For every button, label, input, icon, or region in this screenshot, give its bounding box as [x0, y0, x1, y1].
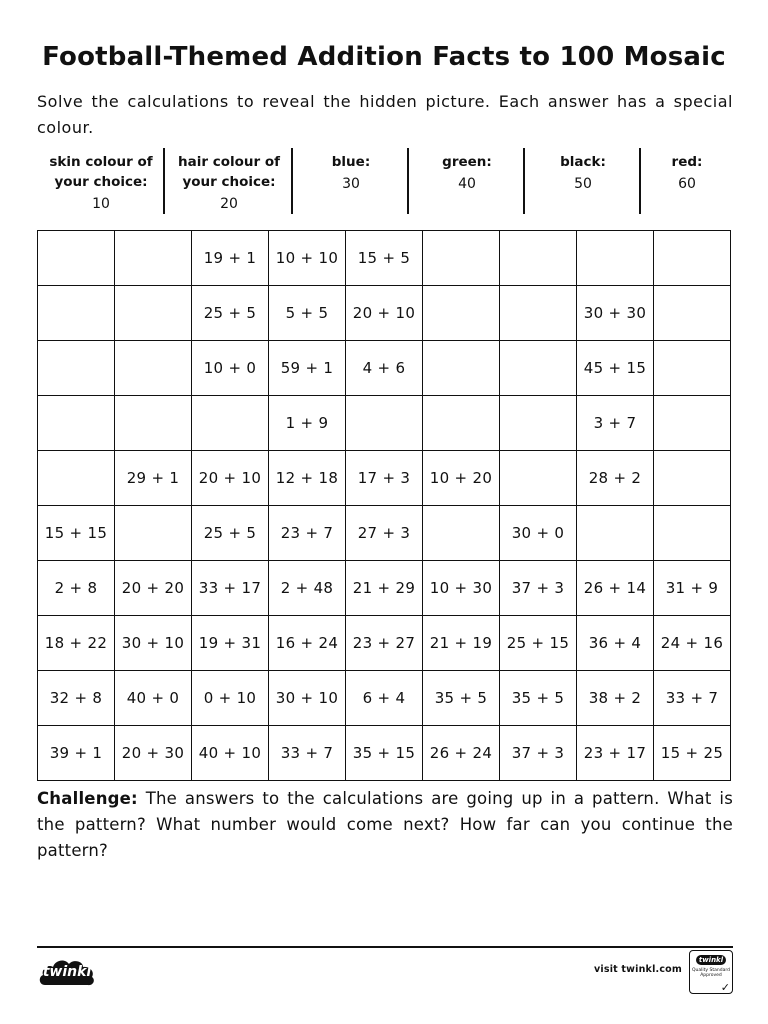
key-label: skin colour of your choice:	[49, 154, 153, 190]
grid-cell: 26 + 24	[423, 726, 500, 781]
grid-cell: 27 + 3	[346, 506, 423, 561]
grid-cell: 28 + 2	[577, 451, 654, 506]
grid-cell	[423, 286, 500, 341]
grid-cell	[500, 286, 577, 341]
grid-cell: 26 + 14	[577, 561, 654, 616]
grid-cell	[38, 341, 115, 396]
grid-cell: 20 + 30	[115, 726, 192, 781]
grid-cell	[423, 231, 500, 286]
grid-cell: 36 + 4	[577, 616, 654, 671]
grid-row	[38, 231, 731, 286]
key-value: 10	[92, 196, 110, 212]
grid-cell	[654, 506, 731, 561]
key-item-blue	[293, 148, 409, 216]
key-value: 30	[342, 176, 360, 192]
grid-cell	[38, 451, 115, 506]
grid-cell: 35 + 5	[500, 671, 577, 726]
grid-row	[38, 561, 731, 616]
colour-key	[37, 148, 733, 216]
grid-cell	[500, 341, 577, 396]
grid-cell: 33 + 7	[269, 726, 346, 781]
grid-cell	[115, 286, 192, 341]
key-item-hair	[165, 148, 293, 216]
grid-cell	[38, 231, 115, 286]
grid-cell	[500, 451, 577, 506]
grid-cell: 20 + 20	[115, 561, 192, 616]
key-label: hair colour of your choice:	[177, 154, 280, 190]
footer-divider	[37, 946, 733, 948]
grid-cell: 2 + 48	[269, 561, 346, 616]
key-item-black	[525, 148, 641, 216]
grid-cell: 29 + 1	[115, 451, 192, 506]
grid-cell: 0 + 10	[192, 671, 269, 726]
grid-cell	[654, 396, 731, 451]
grid-cell: 4 + 6	[346, 341, 423, 396]
grid-cell: 25 + 5	[192, 286, 269, 341]
grid-cell: 30 + 30	[577, 286, 654, 341]
grid-cell: 10 + 10	[269, 231, 346, 286]
grid-cell: 37 + 3	[500, 561, 577, 616]
grid-cell	[423, 396, 500, 451]
grid-cell: 18 + 22	[38, 616, 115, 671]
grid-cell	[115, 506, 192, 561]
grid-cell: 1 + 9	[269, 396, 346, 451]
mosaic-grid	[37, 230, 731, 781]
grid-cell: 40 + 10	[192, 726, 269, 781]
challenge-label: Challenge:	[37, 789, 138, 808]
key-label: blue:	[331, 154, 371, 170]
key-value: 50	[574, 176, 592, 192]
check-icon: ✓	[720, 981, 730, 994]
grid-cell: 40 + 0	[115, 671, 192, 726]
grid-cell	[500, 231, 577, 286]
visit-link[interactable]: visit twinkl.com	[594, 964, 682, 975]
grid-cell	[500, 396, 577, 451]
grid-cell: 33 + 7	[654, 671, 731, 726]
grid-cell: 15 + 15	[38, 506, 115, 561]
badge-text: Quality Standard Approved	[692, 968, 730, 978]
grid-cell	[654, 451, 731, 506]
grid-cell: 32 + 8	[38, 671, 115, 726]
grid-cell: 17 + 3	[346, 451, 423, 506]
key-value: 60	[678, 176, 696, 192]
grid-cell: 5 + 5	[269, 286, 346, 341]
grid-cell: 12 + 18	[269, 451, 346, 506]
key-label: red:	[671, 154, 703, 170]
grid-row	[38, 616, 731, 671]
key-value: 40	[458, 176, 476, 192]
grid-cell: 15 + 25	[654, 726, 731, 781]
grid-row	[38, 396, 731, 451]
grid-cell	[115, 396, 192, 451]
grid-cell: 19 + 31	[192, 616, 269, 671]
grid-cell	[654, 231, 731, 286]
grid-cell: 10 + 30	[423, 561, 500, 616]
grid-row	[38, 451, 731, 506]
grid-cell: 35 + 5	[423, 671, 500, 726]
grid-cell: 20 + 10	[346, 286, 423, 341]
grid-cell: 3 + 7	[577, 396, 654, 451]
grid-cell: 30 + 10	[115, 616, 192, 671]
grid-cell	[38, 396, 115, 451]
grid-cell: 24 + 16	[654, 616, 731, 671]
grid-row	[38, 671, 731, 726]
instructions: Solve the calculations to reveal the hidden picture. Each answer has a special colour.	[37, 92, 733, 137]
grid-cell: 2 + 8	[38, 561, 115, 616]
grid-cell: 23 + 7	[269, 506, 346, 561]
grid-cell: 10 + 0	[192, 341, 269, 396]
grid-cell	[423, 506, 500, 561]
grid-cell	[192, 396, 269, 451]
grid-cell: 39 + 1	[38, 726, 115, 781]
key-value: 20	[220, 196, 238, 212]
page-title: Football-Themed Addition Facts to 100 Mosaic	[42, 42, 726, 72]
grid-cell: 25 + 15	[500, 616, 577, 671]
twinkl-logo-text: twinkl	[42, 964, 92, 980]
key-item-skin	[37, 148, 165, 216]
grid-cell: 33 + 17	[192, 561, 269, 616]
grid-cell	[577, 506, 654, 561]
grid-cell: 37 + 3	[500, 726, 577, 781]
grid-cell: 30 + 0	[500, 506, 577, 561]
twinkl-logo[interactable]	[37, 955, 97, 989]
grid-cell: 19 + 1	[192, 231, 269, 286]
grid-cell	[577, 231, 654, 286]
grid-cell: 45 + 15	[577, 341, 654, 396]
grid-cell	[423, 341, 500, 396]
challenge-body: The answers to the calculations are going up in a pattern. What is the pattern? What number would come next? How far can you continue the pattern?	[37, 789, 733, 860]
grid-cell: 15 + 5	[346, 231, 423, 286]
grid-cell: 6 + 4	[346, 671, 423, 726]
grid-cell: 21 + 19	[423, 616, 500, 671]
grid-cell: 21 + 29	[346, 561, 423, 616]
grid-cell: 23 + 17	[577, 726, 654, 781]
grid-cell: 25 + 5	[192, 506, 269, 561]
grid-cell	[654, 286, 731, 341]
grid-cell: 59 + 1	[269, 341, 346, 396]
key-item-red	[641, 148, 733, 216]
grid-cell	[38, 286, 115, 341]
grid-cell: 16 + 24	[269, 616, 346, 671]
grid-cell	[115, 231, 192, 286]
grid-cell: 10 + 20	[423, 451, 500, 506]
grid-row	[38, 286, 731, 341]
challenge-text	[37, 786, 733, 864]
grid-cell: 38 + 2	[577, 671, 654, 726]
key-item-green	[409, 148, 525, 216]
grid-cell	[346, 396, 423, 451]
key-label: black:	[560, 154, 606, 170]
grid-row	[38, 726, 731, 781]
quality-standard-badge	[689, 950, 733, 994]
key-label: green:	[442, 154, 492, 170]
grid-cell: 30 + 10	[269, 671, 346, 726]
grid-row	[38, 506, 731, 561]
grid-cell: 20 + 10	[192, 451, 269, 506]
grid-cell	[115, 341, 192, 396]
grid-cell: 35 + 15	[346, 726, 423, 781]
badge-logo: twinkl	[696, 955, 726, 965]
grid-cell	[654, 341, 731, 396]
grid-cell: 31 + 9	[654, 561, 731, 616]
grid-row	[38, 341, 731, 396]
grid-cell: 23 + 27	[346, 616, 423, 671]
